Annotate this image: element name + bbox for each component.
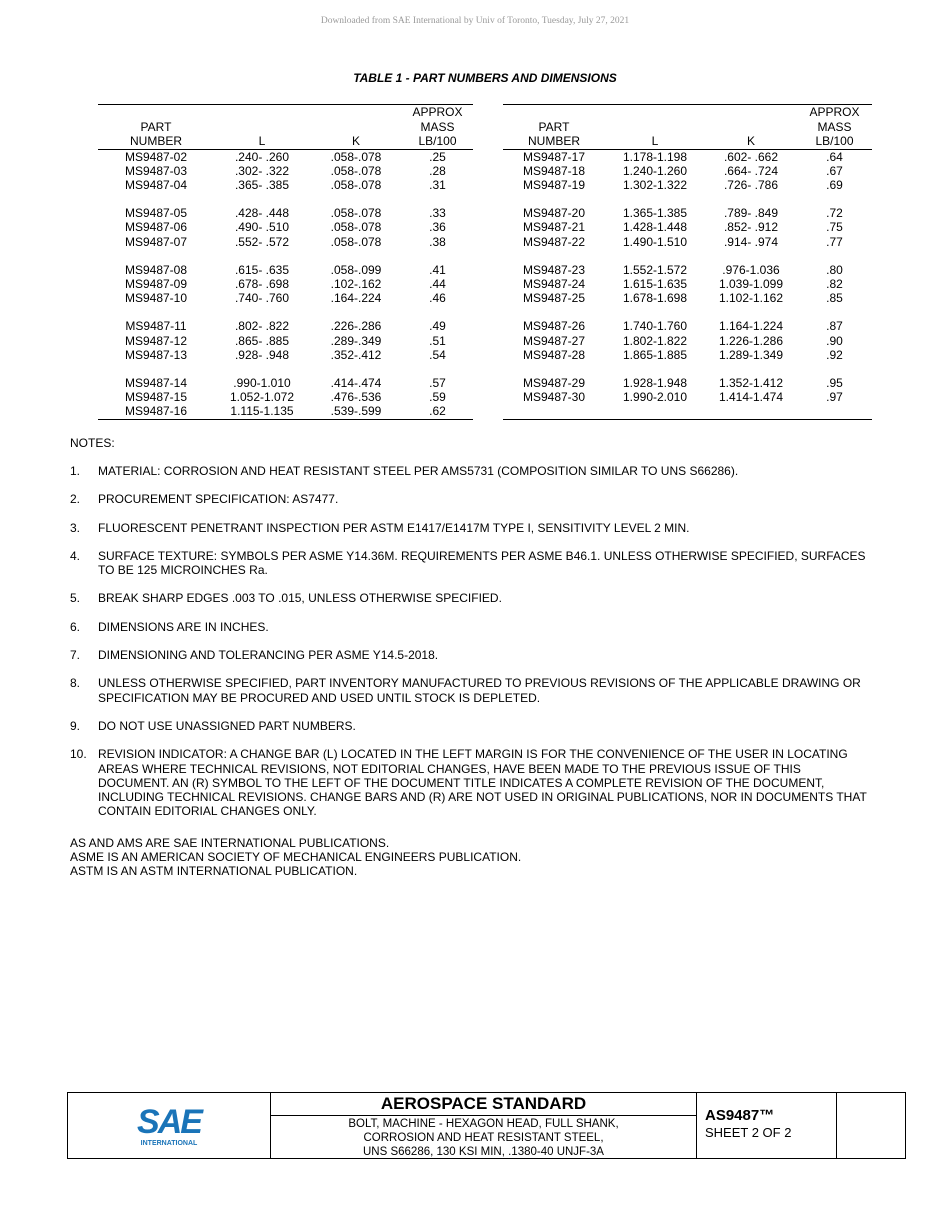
part-number-cell: MS9487-26	[522, 319, 586, 334]
table-row	[98, 178, 473, 192]
part-number-cell: MS9487-23	[522, 262, 586, 277]
title-block-description	[271, 1093, 697, 1158]
part-number-cell: MS9487-04	[124, 177, 188, 192]
mass-cell: .75	[826, 220, 843, 235]
mass-cell: .38	[429, 234, 446, 249]
k-cell: .414-.474	[330, 375, 382, 390]
l-cell: 1.240-1.260	[622, 163, 688, 178]
mass-cell: .62	[402, 404, 473, 419]
publications-statement	[70, 836, 521, 878]
part-number-cell: MS9487-29	[522, 375, 586, 390]
l-cell: 1.115-1.135	[214, 404, 310, 419]
mass-cell: .36	[429, 220, 446, 235]
mass-cell: .67	[826, 163, 843, 178]
note-item: 4. SURFACE TEXTURE: SYMBOLS PER ASME Y14.36M. REQUIREMENTS PER ASME B46.1. UNLESS OTHERWISE SPECIFIED, SURFACES TO BE 125 MICROINCHES Ra.	[70, 548, 866, 578]
table-row	[98, 305, 473, 333]
part-number-cell: MS9487-11	[125, 319, 187, 334]
k-cell: 1.226-1.286	[718, 333, 784, 348]
table-row	[503, 390, 872, 404]
mass-cell: .69	[826, 177, 843, 192]
part-number-cell: MS9487-27	[522, 333, 586, 348]
part-number-cell: MS9487-21	[522, 220, 586, 235]
part-number-cell: MS9487-25	[522, 291, 586, 306]
table-row	[503, 178, 872, 192]
mass-cell: .46	[429, 291, 446, 306]
k-cell: .852- .912	[723, 220, 779, 235]
table-row	[98, 277, 473, 291]
l-cell: 1.052-1.072	[229, 390, 295, 405]
k-cell: .789- .849	[723, 206, 779, 221]
k-cell: .539-.599	[310, 404, 402, 419]
k-cell: .058-.078	[330, 149, 382, 164]
note-item: 2. PROCUREMENT SPECIFICATION: AS7477.	[70, 492, 339, 507]
part-number-cell: MS9487-24	[522, 276, 586, 291]
table-row	[503, 334, 872, 348]
mass-cell: .92	[826, 347, 843, 362]
header-k: K	[310, 105, 402, 150]
table-row	[98, 291, 473, 305]
part-number-cell: MS9487-15	[124, 390, 188, 405]
mass-cell: .90	[826, 333, 843, 348]
note-item: 3. FLUORESCENT PENETRANT INSPECTION PER ASTM E1417/E1417M TYPE I, SENSITIVITY LEVEL 2 MIN.	[70, 520, 690, 535]
table-row	[503, 277, 872, 291]
table-row	[98, 164, 473, 178]
sheet-number: SHEET 2 OF 2	[705, 1125, 792, 1140]
mass-cell: .64	[826, 149, 843, 164]
part-number-cell: MS9487-05	[124, 206, 188, 221]
part-number-cell: MS9487-02	[124, 149, 188, 164]
table-title: TABLE 1 - PART NUMBERS AND DIMENSIONS	[353, 71, 617, 85]
k-cell: .226-.286	[330, 319, 382, 334]
publication-line: ASTM IS AN ASTM INTERNATIONAL PUBLICATION.	[70, 864, 358, 878]
mass-cell: .25	[429, 149, 446, 164]
mass-cell: .77	[826, 234, 843, 249]
k-cell: .058-.078	[330, 206, 382, 221]
header-part-number: PART NUMBER	[98, 105, 214, 150]
mass-cell: .97	[826, 390, 843, 405]
l-cell: 1.865-1.885	[622, 347, 688, 362]
k-cell: .914- .974	[723, 234, 779, 249]
k-cell: .664- .724	[723, 163, 779, 178]
table-row	[503, 348, 872, 362]
part-number-cell: MS9487-30	[522, 390, 586, 405]
table-row	[98, 362, 473, 390]
table-row	[98, 249, 473, 277]
table-row	[503, 362, 872, 390]
mass-cell: .31	[429, 177, 446, 192]
l-cell: .302- .322	[234, 163, 290, 178]
k-cell: 1.039-1.099	[718, 276, 784, 291]
notes-list	[70, 464, 875, 833]
part-number-cell: MS9487-14	[124, 375, 188, 390]
note-item: 7. DIMENSIONING AND TOLERANCING PER ASME Y14.5-2018.	[70, 648, 439, 663]
table-row	[98, 334, 473, 348]
table-row	[503, 291, 872, 305]
header-part-number: PART NUMBER	[503, 105, 605, 150]
k-cell: .602- .662	[723, 149, 779, 164]
table-row	[503, 220, 872, 234]
k-cell: 1.414-1.474	[718, 390, 784, 405]
l-cell: .615- .635	[234, 262, 290, 277]
part-number-cell: MS9487-19	[522, 177, 586, 192]
mass-cell: .54	[429, 347, 446, 362]
l-cell: 1.302-1.322	[622, 177, 688, 192]
table-row	[98, 390, 473, 404]
l-cell: 1.802-1.822	[622, 333, 688, 348]
part-number-cell: MS9487-17	[522, 149, 586, 164]
l-cell: .678- .698	[234, 276, 290, 291]
part-number-cell: MS9487-13	[124, 347, 188, 362]
l-cell: 1.365-1.385	[622, 206, 688, 221]
mass-cell: .51	[429, 333, 446, 348]
l-cell: .365- .385	[234, 177, 290, 192]
table-row-empty	[503, 404, 872, 419]
note-item: 1. MATERIAL: CORROSION AND HEAT RESISTANT STEEL PER AMS5731 (COMPOSITION SIMILAR TO UNS S66286).	[70, 464, 739, 478]
part-number-cell: MS9487-12	[124, 333, 188, 348]
l-cell: .428- .448	[234, 206, 290, 221]
note-item: 9. DO NOT USE UNASSIGNED PART NUMBERS.	[70, 718, 356, 733]
mass-cell: .57	[429, 375, 446, 390]
part-number-cell: MS9487-16	[98, 404, 214, 419]
table-row	[503, 192, 872, 220]
part-number-cell: MS9487-03	[124, 163, 188, 178]
header-l: L	[214, 105, 310, 150]
notes-heading: NOTES:	[70, 436, 115, 450]
publication-line: ASME IS AN AMERICAN SOCIETY OF MECHANICAL ENGINEERS PUBLICATION.	[70, 850, 522, 864]
part-number-cell: MS9487-10	[124, 291, 188, 306]
l-cell: .552- .572	[234, 234, 290, 249]
table-row	[98, 348, 473, 362]
publication-line: AS AND AMS ARE SAE INTERNATIONAL PUBLICATIONS.	[70, 836, 390, 850]
sae-logo-subtext: INTERNATIONAL	[140, 1139, 198, 1147]
part-number-cell: MS9487-06	[124, 220, 188, 235]
note-item: 8. UNLESS OTHERWISE SPECIFIED, PART INVENTORY MANUFACTURED TO PREVIOUS REVISIONS OF THE APPLICABLE DRAWING OR SPECIFICATION MAY BE PROCURED AND USED UNTIL STOCK IS DEPLETED.	[70, 676, 861, 705]
k-cell: .289-.349	[330, 333, 382, 348]
l-cell: .928- .948	[234, 347, 290, 362]
mass-cell: .49	[429, 319, 446, 334]
document-description: BOLT, MACHINE - HEXAGON HEAD, FULL SHANK, CORROSION AND HEAT RESISTANT STEEL, UNS S66286, 130 KSI MIN, .1380-40 UNJF-3A	[348, 1118, 619, 1158]
k-cell: 1.102-1.162	[718, 291, 784, 306]
l-cell: .865- .885	[234, 333, 290, 348]
sae-logo-mark	[129, 1103, 209, 1149]
mass-cell: .85	[826, 291, 843, 306]
table-row	[98, 220, 473, 234]
l-cell: 1.615-1.635	[622, 276, 688, 291]
note-item: 6. DIMENSIONS ARE IN INCHES.	[70, 619, 269, 634]
table-row	[503, 305, 872, 333]
mass-cell: .33	[429, 206, 446, 221]
sae-logo-text: SAE	[137, 1102, 201, 1141]
mass-cell: .72	[826, 206, 843, 221]
l-cell: .740- .760	[234, 291, 290, 306]
header-approx-mass: APPROX MASS LB/100	[797, 105, 872, 150]
k-cell: 1.289-1.349	[718, 347, 784, 362]
part-number-cell: MS9487-08	[124, 262, 188, 277]
note-item: 10. REVISION INDICATOR: A CHANGE BAR (L) LOCATED IN THE LEFT MARGIN IS FOR THE CONVENIENCE OF THE USER IN LOCATING AREAS WHERE TECHNICAL REVISIONS, NOT EDITORIAL CHANGES, HAVE BEEN MADE TO THE PREVIOUS ISSUE OF THIS DOCUMENT. AN (R) SYMBOL TO THE LEFT OF THE DOCUMENT TITLE INDICATES A COMPLETE REVISION OF THE DOCUMENT, INCLUDING TECHNICAL REVISIONS. CHANGE BARS AND (R) ARE NOT USED IN ORIGINAL PUBLICATIONS, NOR IN DOCUMENTS THAT CONTAIN EDITORIAL CHANGES ONLY.	[70, 747, 867, 819]
l-cell: 1.178-1.198	[622, 149, 688, 164]
k-cell: .352-.412	[330, 347, 382, 362]
table-row	[98, 192, 473, 220]
k-cell: .058-.078	[330, 234, 382, 249]
mass-cell: .41	[429, 262, 446, 277]
mass-cell: .87	[826, 319, 843, 334]
k-cell: .976-1.036	[722, 262, 780, 277]
k-cell: .058-.099	[330, 262, 382, 277]
l-cell: 1.928-1.948	[622, 375, 688, 390]
k-cell: 1.352-1.412	[718, 375, 784, 390]
k-cell: .058-.078	[330, 163, 382, 178]
l-cell: .990-1.010	[233, 375, 291, 390]
k-cell: 1.164-1.224	[718, 319, 784, 334]
revision-cell	[837, 1093, 905, 1158]
mass-cell: .44	[429, 276, 446, 291]
l-cell: 1.990-2.010	[622, 390, 688, 405]
part-number-cell: MS9487-09	[124, 276, 188, 291]
table-row	[503, 249, 872, 277]
l-cell: 1.678-1.698	[622, 291, 688, 306]
l-cell: 1.740-1.760	[622, 319, 688, 334]
header-approx-mass: APPROX MASS LB/100	[402, 105, 473, 150]
part-number-cell: MS9487-18	[522, 163, 586, 178]
table-row	[503, 235, 872, 249]
table-row	[98, 149, 473, 164]
k-cell: .164-.224	[330, 291, 382, 306]
table-row	[503, 164, 872, 178]
l-cell: 1.428-1.448	[622, 220, 688, 235]
l-cell: .490- .510	[234, 220, 290, 235]
part-number-cell: MS9487-07	[124, 234, 188, 249]
header-k: K	[705, 105, 797, 150]
k-cell: .058-.078	[330, 177, 382, 192]
part-table-right	[503, 104, 872, 420]
note-item: 5. BREAK SHARP EDGES .003 TO .015, UNLESS OTHERWISE SPECIFIED.	[70, 591, 502, 606]
l-cell: 1.552-1.572	[622, 262, 688, 277]
mass-cell: .59	[429, 390, 446, 405]
header-l: L	[605, 105, 705, 150]
part-table-left	[98, 104, 473, 420]
k-cell: .476-.536	[330, 390, 382, 405]
document-number-cell	[697, 1093, 837, 1158]
download-watermark: Downloaded from SAE International by Univ of Toronto, Tuesday, July 27, 2021	[320, 16, 630, 26]
sae-logo	[68, 1093, 271, 1158]
mass-cell: .28	[429, 163, 446, 178]
k-cell: .058-.078	[330, 220, 382, 235]
mass-cell: .95	[826, 375, 843, 390]
part-number-cell: MS9487-28	[522, 347, 586, 362]
l-cell: .802- .822	[234, 319, 290, 334]
mass-cell: .80	[826, 262, 843, 277]
table-row	[503, 149, 872, 164]
part-number-cell: MS9487-22	[522, 234, 586, 249]
table-row	[98, 404, 473, 419]
standard-title: AEROSPACE STANDARD	[271, 1093, 696, 1116]
mass-cell: .82	[826, 276, 843, 291]
k-cell: .726- .786	[723, 177, 779, 192]
table-row	[98, 235, 473, 249]
l-cell: .240- .260	[234, 149, 290, 164]
title-block	[67, 1092, 906, 1159]
document-number: AS9487™	[705, 1107, 775, 1124]
l-cell: 1.490-1.510	[622, 234, 688, 249]
k-cell: .102-.162	[330, 276, 382, 291]
part-number-cell: MS9487-20	[522, 206, 586, 221]
